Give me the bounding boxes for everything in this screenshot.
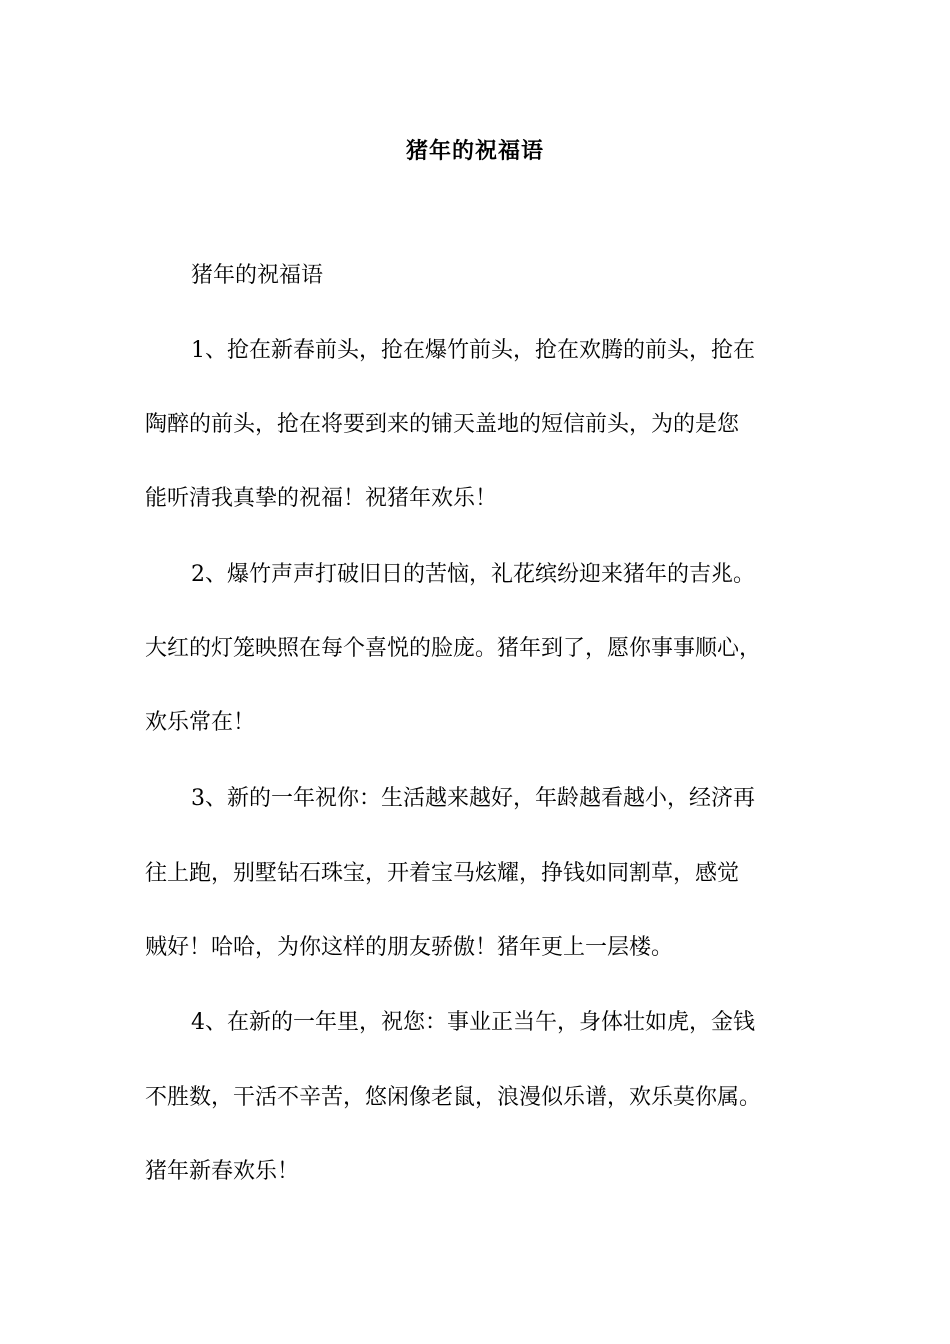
paragraph-line: 猪年新春欢乐！ xyxy=(145,1159,300,1184)
paragraph-line: 1、抢在新春前头，抢在爆竹前头，抢在欢腾的前头，抢在 xyxy=(191,338,755,363)
paragraph-line: 4、在新的一年里，祝您：事业正当午，身体壮如虎，金钱 xyxy=(191,1010,755,1035)
document-subtitle: 猪年的祝福语 xyxy=(191,263,324,288)
paragraph-line: 往上跑，别墅钻石珠宝，开着宝马炫耀，挣钱如同割草，感觉 xyxy=(145,861,740,886)
document-title: 猪年的祝福语 xyxy=(405,139,544,164)
paragraph-line: 大红的灯笼映照在每个喜悦的脸庞。猪年到了，愿你事事顺心， xyxy=(145,636,762,661)
paragraph-line: 贼好！哈哈，为你这样的朋友骄傲！猪年更上一层楼。 xyxy=(145,935,674,960)
paragraph-line: 陶醉的前头，抢在将要到来的铺天盖地的短信前头，为的是您 xyxy=(145,412,740,437)
paragraph-line: 不胜数，干活不辛苦，悠闲像老鼠，浪漫似乐谱，欢乐莫你属。 xyxy=(145,1085,762,1110)
paragraph-line: 能听清我真挚的祝福！祝猪年欢乐！ xyxy=(145,486,498,511)
paragraph-line: 2、爆竹声声打破旧日的苦恼，礼花缤纷迎来猪年的吉兆。 xyxy=(191,562,755,587)
paragraph-line: 欢乐常在！ xyxy=(145,710,256,735)
paragraph-line: 3、新的一年祝你：生活越来越好，年龄越看越小，经济再 xyxy=(191,786,755,811)
